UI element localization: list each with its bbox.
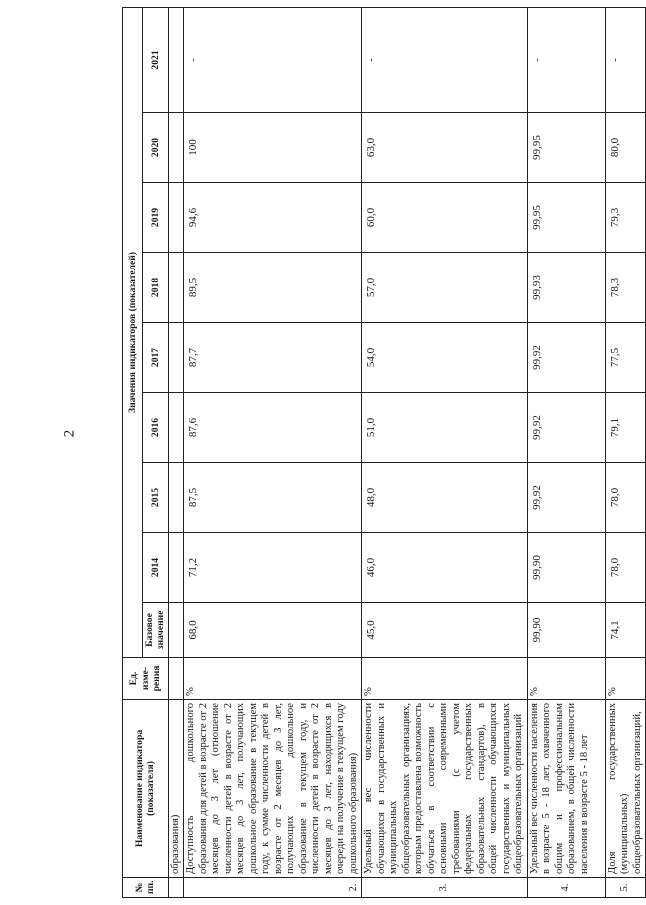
carry-text: образования) xyxy=(168,700,184,878)
row-value: 99,90 xyxy=(527,533,605,603)
row-value: 51,0 xyxy=(362,393,528,463)
header-year: 2015 xyxy=(143,463,169,533)
row-value: 99,92 xyxy=(527,463,605,533)
header-base: Базовое значение xyxy=(143,603,169,658)
row-num: 3. xyxy=(362,878,528,898)
row-unit: % xyxy=(362,658,528,700)
row-name: Удельный вес численности обучающихся в государственных и муниципальных общеобразовательных организациях, которым предоставлена возможность обучаться в соответствии с основными современными требованиями (с учетом федеральных государственных образовательных стандартов), в общей численности обучающихся государственных и муниципальных общеобразовательных организаций xyxy=(362,700,528,878)
row-value: 87,6 xyxy=(184,393,362,463)
row-value: 89,5 xyxy=(184,253,362,323)
page-number: 2 xyxy=(61,429,78,438)
row-name: Доля государственных (муниципальных) общеобразовательных организаций, xyxy=(605,700,646,878)
row-name: Доступность дошкольного образования для детей в возрасте от 2 месяцев до 3 лет (отношение численности детей в возрасте от 2 месяцев до 3 лет, получающих дошкольное образование в текущем году, к сумме численности детей в возрасте от 2 месяцев до 3 лет, получающих дошкольное образование в текущем году, и численности детей в возрасте от 2 месяцев до 3 лет, находящихся в очереди на получение в текущем году дошкольного образования) xyxy=(184,700,362,878)
row-value: - xyxy=(605,7,646,112)
header-year: 2019 xyxy=(143,183,169,253)
row-value: 78,0 xyxy=(605,463,646,533)
header-year: 2016 xyxy=(143,393,169,463)
header-unit: Ед. изме-рения xyxy=(123,658,169,700)
row-value: 99,95 xyxy=(527,183,605,253)
row-value: 78,0 xyxy=(605,533,646,603)
header-year: 2014 xyxy=(143,533,169,603)
row-base: 74,1 xyxy=(605,603,646,658)
row-value: - xyxy=(527,7,605,112)
row-value: 79,3 xyxy=(605,183,646,253)
row-value: 99,95 xyxy=(527,113,605,183)
row-base: 99,90 xyxy=(527,603,605,658)
row-value: 87,7 xyxy=(184,323,362,393)
row-value: 79,1 xyxy=(605,393,646,463)
row-name: Удельный вес численности населения в возрасте 5 - 18 лет, охваченного общим и профессиональным образованием, в общей численности населения в возрасте 5 - 18 лет xyxy=(527,700,605,878)
row-value: 48,0 xyxy=(362,463,528,533)
table-row xyxy=(605,7,646,897)
header-year: 2021 xyxy=(143,7,169,112)
row-base: 68,0 xyxy=(184,603,362,658)
row-value: 99,92 xyxy=(527,393,605,463)
row-num: 5. xyxy=(605,878,646,898)
row-num: 4. xyxy=(527,878,605,898)
row-unit: % xyxy=(605,658,646,700)
header-year: 2017 xyxy=(143,323,169,393)
row-value: 71,2 xyxy=(184,533,362,603)
indicator-table-rotated xyxy=(122,8,643,898)
row-value: 63,0 xyxy=(362,113,528,183)
row-unit: % xyxy=(184,658,362,700)
row-num: 2. xyxy=(184,878,362,898)
table-row-carry xyxy=(168,7,184,897)
header-num: № пп. xyxy=(123,878,169,898)
row-value: 80,0 xyxy=(605,113,646,183)
table-row xyxy=(184,7,362,897)
header-year: 2020 xyxy=(143,113,169,183)
row-value: 78,3 xyxy=(605,253,646,323)
table-row xyxy=(362,7,528,897)
indicator-table xyxy=(122,7,646,898)
header-group: Значения индикаторов (показателей) xyxy=(123,7,143,657)
row-value: - xyxy=(362,7,528,112)
row-value: 77,5 xyxy=(605,323,646,393)
row-value: 57,0 xyxy=(362,253,528,323)
header-year: 2018 xyxy=(143,253,169,323)
row-value: 99,93 xyxy=(527,253,605,323)
table-row xyxy=(527,7,605,897)
row-value: - xyxy=(184,7,362,112)
row-value: 54,0 xyxy=(362,323,528,393)
row-value: 99,92 xyxy=(527,323,605,393)
header-name: Наименование индикатора (показателя) xyxy=(123,700,169,878)
row-value: 100 xyxy=(184,113,362,183)
row-unit: % xyxy=(527,658,605,700)
row-value: 46,0 xyxy=(362,533,528,603)
row-value: 87,5 xyxy=(184,463,362,533)
row-value: 94,6 xyxy=(184,183,362,253)
row-value: 60,0 xyxy=(362,183,528,253)
row-base: 45,0 xyxy=(362,603,528,658)
